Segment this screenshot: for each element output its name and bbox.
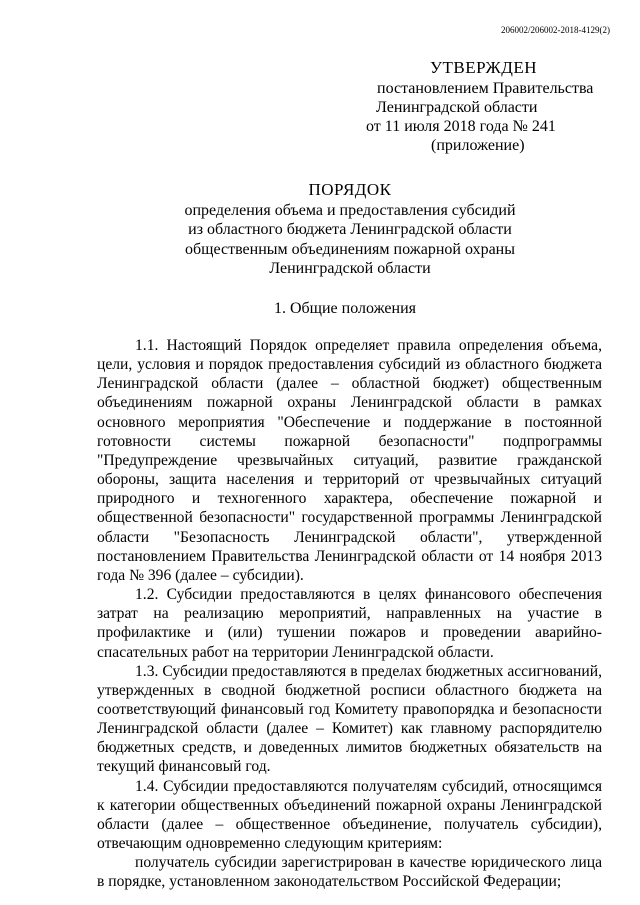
document-title: ПОРЯДОК [308,180,392,199]
approval-title: УТВЕРЖДЕН [430,58,537,77]
paragraph-1-4: 1.4. Субсидии предоставляются получателям субсидий, относящимся к категории общественных объединений пожарной охраны Ленинградской области (далее – общественное объединение, получатель субсидии), отвечающим одновременно следующим критериям: [97,777,602,853]
paragraph-1-3: 1.3. Субсидии предоставляются в пределах бюджетных ассигнований, утвержденных в сводной бюджетной росписи областного бюджета на соответствующий финансовый год Комитету правопорядка и безопасности Ленинградской области (далее – Комитет) как главному распорядителю бюджетных средств, и доведенных лимитов бюджетных обязательств на текущий финансовый год. [97,662,602,776]
document-id: 206002/206002-2018-4129(2) [501,25,610,35]
heading-line: Ленинградской области [269,260,431,277]
document-heading [0,180,640,279]
approval-line: (приложение) [431,137,525,154]
heading-line: из областного бюджета Ленинградской области [188,221,512,238]
criterion-paragraph: получатель субсидии зарегистрирован в качестве юридического лица в порядке, установленном законодательством Российской Федерации; [97,854,602,891]
paragraph-1-2: 1.2. Субсидии предоставляются в целях финансового обеспечения затрат на реализацию мероприятий, направленных на участие в профилактике и (или) тушении пожаров и проведении аварийно-спасательных работ на территории Ленинградской области. [97,586,602,661]
heading-line: общественным объединениям пожарной охраны [185,240,515,258]
heading-line: определения объема и предоставления субсидий [184,201,516,219]
approval-line: постановлением Правительства [377,80,594,97]
paragraph-1-1: 1.1. Настоящий Порядок определяет правила определения объема, цели, условия и порядок предоставления субсидий из областного бюджета Ленинградской области (далее – областной бюджет) общественным объединениям пожарной охраны Ленинградской области в рамках основного мероприятия "Обеспечение и поддержание в постоянной готовности системы пожарной безопасности" подпрограммы "Предупреждение чрезвычайных ситуаций, развитие гражданской обороны, защита населения и территорий от чрезвычайных ситуаций природного и техногенного характера, обеспечение пожарной и общественной безопасности" государственной программы Ленинградской области "Безопасность Ленинградской области", утвержденной постановлением Правительства Ленинградской области от 14 ноября 2013 года № 396 (далее – субсидии). [97,337,602,584]
section-body [97,336,602,892]
approval-line: от 11 июля 2018 года № 241 [366,118,556,135]
section-title: 1. Общие положения [273,300,417,317]
approval-line: Ленинградской области [376,99,538,116]
